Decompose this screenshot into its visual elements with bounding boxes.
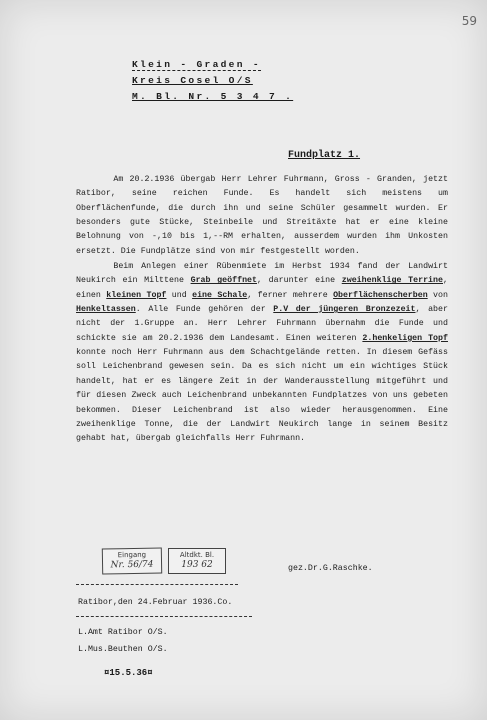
eingang-value: Nr. 56/74 [110,559,154,571]
header-district: Kreis Cosel O/S [132,75,253,86]
text-segment: Am 20.2.1936 übergab Herr Lehrer Fuhrmann, Gross - Granden, jetzt Ratibor, seine reichen Funde. Es handelt sich meistens um Oberflächenfunde, die durch ihn und seine Schüler gesammelt wurden. Er besonders gute Stücke, Steinbeile und Streitäxte hat er eine kleine Belohnung von -,10 bis 1,--RM erhalten, ausserdem wurden ihm Unkosten ersetzt. Die Fundplätze sind von mir festgestellt worden. [76,175,448,256]
underlined-phrase: zweihenklige Terrine [341,276,443,286]
text-segment: Beim Anlegen einer Rübenmiete im Herbst 1934 fand der Landwirt Neukirch ein Milttene [76,262,448,286]
underlined-phrase: eine Schale [192,290,248,300]
text-segment: , ferner mehrere [247,290,334,300]
header-map-sheet: M. Bl. Nr. 5 3 4 7 . [132,91,294,102]
body-paragraph [76,260,448,446]
distribution-line-2: L.Mus.Beuthen O/S. [78,645,168,654]
signature: gez.Dr.G.Raschke. [288,564,373,573]
header-place: Klein - Graden - [132,59,261,70]
altdkt-label: Altdkt. Bl. [179,551,215,559]
altdkt-stamp [168,548,226,574]
date-note: ¤15.5.36¤ [104,668,153,678]
closing-line: Ratibor,den 24.Februar 1936.Co. [78,598,233,607]
divider-top [76,584,238,585]
eingang-stamp [102,547,162,574]
underlined-phrase: kleinen Topf [106,290,167,300]
text-segment: , einen [76,276,448,300]
eingang-label: Eingang [117,550,147,560]
underlined-phrase: Oberflächenscherben [333,290,428,300]
body-text [76,173,448,447]
underlined-phrase: Grab geöffnet [190,276,258,286]
text-segment: von [427,290,448,300]
text-segment: und [166,290,193,300]
divider-bottom [76,616,252,617]
page-number: 59 [461,14,477,28]
text-segment: , aber nicht der 1.Gruppe an. Herr Lehrer Fuhrmann übernahm die Funde und schickte sie am 20.2.1936 dem Landesamt. Einen weiteren [76,305,448,343]
text-segment: . Alle Funde gehören der [135,305,274,315]
altdkt-value: 193 62 [181,560,213,570]
document-header [132,58,332,106]
site-title: Fundplatz 1. [288,150,361,161]
underlined-phrase: P.V der jüngeren Bronzezeit [273,305,416,315]
text-segment: konnte noch Herr Fuhrmann aus dem Schachtgelände retten. In diesem Gefäss soll Leichenbrand gewesen sein. Da es sich nicht um ein wichtiges Stück handelt, hat er es längere Zeit in der Wanderausstellung mitgeführt und für diesen Zweck auch Leichenbrand unbekannten Fundplatzes von uns gebeten bekommen. Dieser Leichenbrand ist also wieder herausgenommen. Eine zweihenklige Tonne, die der Landwirt Neukirch lange in seinem Besitz gehabt hat, übergab gleichfalls Herr Fuhrmann. [76,348,448,444]
underlined-phrase: 2.henkeligen Topf [362,333,448,343]
text-segment: , darunter eine [257,276,342,286]
underlined-phrase: Henkeltassen [76,305,136,315]
body-paragraph [76,173,448,259]
distribution-line-1: L.Amt Ratibor O/S. [78,628,168,637]
